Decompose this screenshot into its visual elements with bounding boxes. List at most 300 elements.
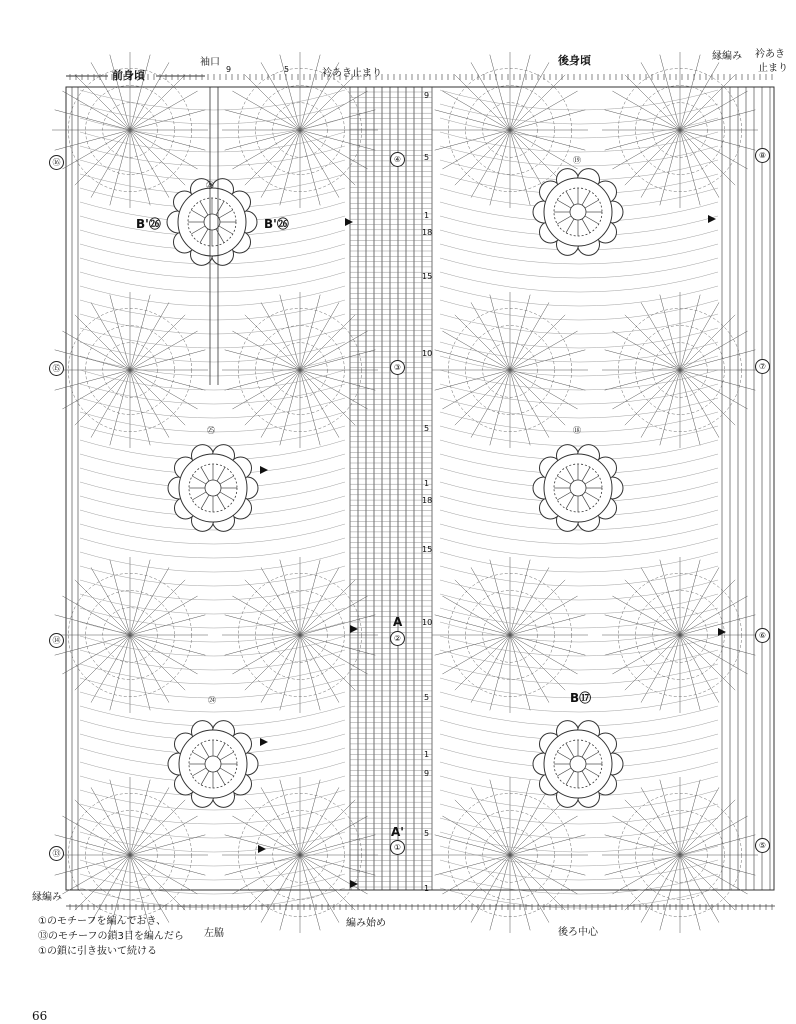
lace-fan-ray — [612, 331, 680, 370]
lace-fan-ray — [245, 75, 300, 130]
lace-fan-ray — [62, 596, 130, 635]
lace-fan-ray — [471, 370, 510, 438]
back-body-label: 後身頃 — [558, 54, 591, 67]
lace-fan-ray — [300, 130, 355, 185]
lace-fan-ray — [300, 580, 355, 635]
lace-fan-ray — [680, 130, 748, 169]
lace-fan-ray — [75, 75, 130, 130]
lace-fan-ray — [300, 855, 375, 875]
lace-fan-ray — [130, 130, 150, 205]
collar-right-label-1: 衿あき — [755, 49, 785, 60]
lace-fan-ray — [130, 295, 150, 370]
lace-fan-ray — [130, 560, 150, 635]
arch-line — [80, 874, 345, 894]
lace-fan-ray — [660, 295, 680, 370]
lace-fan-ray — [625, 580, 680, 635]
lace-fan-ray — [680, 835, 755, 855]
lace-fan-ray — [435, 855, 510, 875]
lace-fan-ray — [510, 635, 565, 690]
lace-fan-ray — [130, 635, 169, 703]
lace-fan-ray — [300, 835, 375, 855]
lace-fan-ray — [300, 855, 320, 930]
lace-fan-ray — [130, 635, 198, 674]
lace-fan-ray — [245, 315, 300, 370]
center-marker-3: ③ — [390, 360, 405, 375]
right-marker-7: ⑦ — [755, 359, 770, 374]
sleeve-opening-label: 袖口 — [200, 57, 220, 68]
arch-line — [80, 524, 345, 544]
lace-fan-ray — [130, 91, 198, 130]
lace-fan-ray — [300, 130, 375, 150]
lace-fan-ray — [300, 315, 355, 370]
lace-fan-ray — [510, 855, 549, 923]
lace-fan-ray — [612, 816, 680, 855]
left-side-label: 左脇 — [204, 928, 224, 939]
lace-fan-ray — [612, 855, 680, 894]
strip-count: 15 — [422, 545, 433, 554]
lace-fan-ray — [300, 350, 375, 370]
arch-line — [440, 608, 718, 628]
lace-fan-ray — [641, 302, 680, 370]
lace-fan-ray — [490, 635, 510, 710]
lace-fan-ray — [91, 787, 130, 855]
arch-line — [440, 286, 718, 306]
arch-line — [80, 804, 345, 824]
lace-fan-ray — [510, 370, 530, 445]
strip-count: 1 — [424, 479, 430, 488]
lace-fan-ray — [605, 370, 680, 390]
lace-fan-ray — [62, 130, 130, 169]
lace-fan-ray — [680, 635, 719, 703]
lace-fan-ray — [680, 91, 748, 130]
arch-line — [80, 860, 345, 880]
lace-fan-ray — [130, 855, 185, 910]
lace-fan-ray — [75, 580, 130, 635]
lace-fan-ray — [110, 370, 130, 445]
lace-fan-ray — [680, 130, 700, 205]
lace-fan-ray — [130, 615, 205, 635]
lace-fan-ray — [300, 855, 355, 910]
lace-fan-ray — [130, 370, 150, 445]
strip-count: 1 — [424, 750, 430, 759]
lace-fan-ray — [605, 855, 680, 875]
lace-fan-ray — [130, 302, 169, 370]
lace-fan-ray — [471, 567, 510, 635]
lace-fan-ray — [232, 596, 300, 635]
lace-fan-ray — [641, 567, 680, 635]
lace-fan-ray — [612, 130, 680, 169]
arch-line — [440, 370, 718, 390]
lace-fan-ray — [455, 315, 510, 370]
lace-fan-ray — [300, 800, 355, 855]
lace-fan-ray — [490, 560, 510, 635]
lace-fan-ray — [300, 855, 339, 923]
lace-fan-ray — [442, 91, 510, 130]
lace-fan-ray — [680, 370, 735, 425]
lace-fan-ray — [300, 560, 320, 635]
lace-fan-ray — [680, 295, 700, 370]
row-marker-15: ⑮ — [49, 361, 64, 376]
lace-fan-ray — [510, 635, 585, 655]
right-marker-8: ⑧ — [755, 148, 770, 163]
edge-label-top: 縁編み — [712, 51, 742, 62]
arch-line — [80, 342, 345, 362]
arch-line — [440, 272, 718, 292]
start-label: 編み始め — [346, 918, 386, 929]
back-center-label: 後ろ中心 — [558, 927, 598, 938]
lace-fan-ray — [435, 615, 510, 635]
lace-fan-ray — [612, 370, 680, 409]
lace-fan-ray — [680, 635, 735, 690]
arch-line — [440, 538, 718, 558]
lace-fan-ray — [680, 635, 748, 674]
lace-fan-ray — [455, 800, 510, 855]
lace-fan-ray — [110, 295, 130, 370]
lace-fan-ray — [280, 560, 300, 635]
lace-fan-ray — [300, 75, 355, 130]
lace-fan-ray — [91, 370, 130, 438]
lace-fan-ray — [280, 855, 300, 930]
lace-fan-ray — [442, 855, 510, 894]
lace-fan-ray — [510, 295, 530, 370]
lace-fan-ray — [680, 855, 700, 930]
lace-fan-ray — [605, 350, 680, 370]
lace-fan-ray — [130, 130, 185, 185]
lace-fan-ray — [130, 855, 169, 923]
lace-fan-ray — [62, 855, 130, 894]
lace-fan-ray — [680, 75, 735, 130]
arch-line — [80, 538, 345, 558]
lace-fan-ray — [471, 302, 510, 370]
lace-fan-ray — [130, 130, 169, 198]
arch-line — [80, 90, 345, 110]
arch-line — [440, 342, 718, 362]
lace-fan-ray — [75, 370, 130, 425]
lace-fan-ray — [75, 855, 130, 910]
lace-fan-ray — [510, 130, 530, 205]
lace-fan-ray — [680, 55, 700, 130]
motif-label-24: ㉔ — [208, 696, 216, 705]
lace-fan-ray — [471, 787, 510, 855]
lace-fan-ray — [225, 635, 300, 655]
lace-fan-ray — [130, 635, 205, 655]
lace-fan-ray — [130, 596, 198, 635]
lace-fan-ray — [130, 370, 205, 390]
strip-count: 5 — [424, 424, 430, 433]
lace-fan-ray — [300, 370, 320, 445]
lace-fan-ray — [245, 370, 300, 425]
arch-line — [440, 552, 718, 572]
lace-fan-ray — [510, 635, 530, 710]
arch-line — [80, 664, 345, 684]
lace-fan-ray — [680, 110, 755, 130]
lace-fan-ray — [680, 615, 755, 635]
lace-fan-ray — [300, 302, 339, 370]
lace-fan-ray — [490, 370, 510, 445]
instruction-note-3: ①の鎖に引き抜いて続ける — [38, 946, 157, 957]
lace-fan-ray — [510, 855, 565, 910]
arch-line — [440, 706, 718, 726]
lace-fan-ray — [300, 787, 339, 855]
lace-fan-ray — [225, 350, 300, 370]
lace-fan-ray — [261, 62, 300, 130]
arch-line — [80, 286, 345, 306]
lace-fan-ray — [280, 370, 300, 445]
lace-fan-ray — [680, 350, 755, 370]
lace-fan-ray — [130, 635, 185, 690]
lace-fan-ray — [455, 580, 510, 635]
lace-fan-ray — [680, 370, 748, 409]
lace-fan-ray — [91, 855, 130, 923]
lace-fan-ray — [130, 75, 185, 130]
arch-line — [80, 398, 345, 418]
lace-fan-ray — [680, 62, 719, 130]
lace-fan-ray — [130, 55, 150, 130]
top-count-9: 9 — [226, 65, 232, 74]
lace-fan-ray — [300, 331, 368, 370]
strip-count: 1 — [424, 884, 430, 893]
strip-count: 1 — [424, 211, 430, 220]
lace-fan-ray — [490, 130, 510, 205]
strip-count: 10 — [422, 349, 433, 358]
lace-fan-ray — [62, 91, 130, 130]
lace-fan-ray — [680, 580, 735, 635]
lace-fan-ray — [130, 130, 205, 150]
strip-count: 15 — [422, 272, 433, 281]
lace-fan-ray — [300, 635, 339, 703]
lace-fan-ray — [442, 370, 510, 409]
arch-line — [440, 258, 718, 278]
lace-fan-ray — [660, 560, 680, 635]
lace-fan-ray — [232, 855, 300, 894]
strip-count: 5 — [424, 693, 430, 702]
lace-fan-ray — [300, 91, 368, 130]
lace-fan-ray — [625, 370, 680, 425]
lace-fan-ray — [680, 315, 735, 370]
lace-fan-ray — [232, 91, 300, 130]
row-marker-13: ⑬ — [49, 846, 64, 861]
front-body-label: 前身頃 — [112, 69, 145, 82]
instruction-note-2: ⑬のモチーフの鎖3目を編んだら — [38, 931, 184, 942]
lace-fan-ray — [300, 370, 368, 409]
lace-fan-ray — [510, 110, 585, 130]
b-prime-label-left: B'㉖ — [136, 217, 161, 231]
instruction-note-1: ①のモチーフを編んでおき、 — [38, 916, 167, 927]
lace-fan-ray — [300, 855, 368, 894]
motif-label-18: ⑱ — [573, 426, 581, 435]
page-number: 66 — [32, 1009, 48, 1023]
lace-fan-ray — [435, 835, 510, 855]
lace-fan-ray — [510, 130, 585, 150]
arch-line — [440, 300, 718, 320]
lace-fan-ray — [510, 596, 578, 635]
direction-marker — [258, 845, 266, 853]
lace-fan-ray — [62, 370, 130, 409]
lace-fan-ray — [225, 835, 300, 855]
lace-fan-ray — [435, 110, 510, 130]
lace-fan-ray — [280, 130, 300, 205]
lace-fan-ray — [435, 350, 510, 370]
center-marker-1: ① — [390, 840, 405, 855]
lace-fan-ray — [245, 635, 300, 690]
lace-fan-ray — [261, 130, 300, 198]
lace-fan-ray — [225, 855, 300, 875]
lace-fan-ray — [625, 75, 680, 130]
lace-fan-ray — [510, 567, 549, 635]
lace-fan-ray — [300, 780, 320, 855]
arch-line — [440, 594, 718, 614]
lace-fan-ray — [130, 800, 185, 855]
direction-marker — [708, 215, 716, 223]
lace-fan-ray — [510, 370, 549, 438]
lace-fan-ray — [660, 855, 680, 930]
lace-fan-ray — [91, 567, 130, 635]
lace-fan-ray — [455, 635, 510, 690]
lace-fan-ray — [510, 350, 585, 370]
strip-count: 18 — [422, 496, 433, 505]
lace-fan-ray — [232, 331, 300, 370]
lace-fan-ray — [300, 130, 339, 198]
arch-line — [80, 300, 345, 320]
lace-fan-ray — [75, 315, 130, 370]
lace-fan-ray — [435, 635, 510, 655]
lace-fan-ray — [510, 855, 530, 930]
arch-line — [440, 818, 718, 838]
arch-line — [80, 272, 345, 292]
lace-fan-ray — [660, 55, 680, 130]
lace-fan-ray — [680, 370, 700, 445]
lace-fan-ray — [641, 855, 680, 923]
row-marker-14: ⑭ — [49, 633, 64, 648]
arch-line — [440, 328, 718, 348]
lace-fan-ray — [455, 130, 510, 185]
lace-fan-ray — [300, 615, 375, 635]
lace-fan-ray — [680, 855, 735, 910]
arch-line — [440, 566, 718, 586]
lace-fan-ray — [245, 855, 300, 910]
arch-line — [440, 104, 718, 124]
arch-line — [80, 160, 345, 180]
direction-marker — [260, 466, 268, 474]
lace-fan-ray — [510, 780, 530, 855]
strip-count: 5 — [424, 829, 430, 838]
lace-fan-ray — [605, 130, 680, 150]
lace-fan-ray — [510, 370, 585, 390]
lace-fan-ray — [245, 130, 300, 185]
lace-fan-ray — [680, 816, 748, 855]
lace-fan-ray — [490, 295, 510, 370]
arch-line — [440, 874, 718, 894]
arch-line — [440, 398, 718, 418]
lace-fan-ray — [660, 130, 680, 205]
arch-line — [440, 132, 718, 152]
lace-fan-ray — [130, 315, 185, 370]
lace-fan-ray — [261, 370, 300, 438]
lace-fan-ray — [510, 855, 578, 894]
motif-label-25: ㉕ — [207, 426, 215, 435]
lace-fan-ray — [130, 567, 169, 635]
b-prime-label-right: B'㉖ — [264, 217, 289, 231]
arch-line — [440, 664, 718, 684]
lace-fan-ray — [130, 635, 150, 710]
lace-fan-ray — [680, 787, 719, 855]
lace-fan-ray — [680, 855, 755, 875]
lace-fan-ray — [75, 635, 130, 690]
lace-fan-ray — [510, 331, 578, 370]
lace-fan-ray — [471, 130, 510, 198]
lace-fan-ray — [455, 75, 510, 130]
lace-fan-ray — [261, 635, 300, 703]
lace-fan-ray — [510, 130, 578, 169]
arch-line — [80, 258, 345, 278]
motif-label-26: ㉖ — [206, 181, 214, 190]
lace-fan-ray — [130, 855, 198, 894]
b-label-17: B⑰ — [570, 691, 592, 705]
arch-line — [80, 384, 345, 404]
lace-fan-ray — [300, 635, 320, 710]
lace-fan-ray — [680, 560, 700, 635]
arch-line — [440, 524, 718, 544]
lace-fan-ray — [435, 370, 510, 390]
lace-fan-ray — [680, 567, 719, 635]
lace-fan-ray — [232, 130, 300, 169]
arch-line — [80, 566, 345, 586]
strip-count: 10 — [422, 618, 433, 627]
center-marker-2: ② — [390, 631, 405, 646]
right-marker-6: ⑥ — [755, 628, 770, 643]
row-marker-16: ⑯ — [49, 155, 64, 170]
lace-fan-ray — [510, 370, 565, 425]
lace-fan-ray — [641, 62, 680, 130]
lace-fan-ray — [110, 560, 130, 635]
lace-fan-ray — [280, 635, 300, 710]
lace-fan-ray — [510, 75, 565, 130]
lace-fan-ray — [130, 110, 205, 130]
lace-fan-ray — [510, 816, 578, 855]
arch-line — [80, 888, 345, 908]
strip-count: 9 — [424, 769, 430, 778]
lace-fan-ray — [510, 615, 585, 635]
lace-fan-ray — [225, 130, 300, 150]
lace-fan-ray — [612, 596, 680, 635]
lace-fan-ray — [471, 62, 510, 130]
lace-fan-ray — [641, 635, 680, 703]
label-a: A — [393, 615, 403, 629]
lace-fan-ray — [225, 110, 300, 130]
lace-fan-ray — [300, 55, 320, 130]
lace-fan-ray — [245, 580, 300, 635]
lace-fan-ray — [110, 130, 130, 205]
right-marker-5: ⑤ — [755, 838, 770, 853]
arch-line — [440, 580, 718, 600]
lace-fan-ray — [680, 635, 755, 655]
strip-count: 5 — [424, 153, 430, 162]
lace-fan-ray — [110, 55, 130, 130]
arch-line — [440, 650, 718, 670]
collar-stop-label: 衿あき止まり — [322, 68, 382, 79]
arch-line — [80, 678, 345, 698]
lace-fan-ray — [232, 816, 300, 855]
direction-marker — [260, 738, 268, 746]
lace-fan-ray — [130, 331, 198, 370]
edge-label-bottom: 縁編み — [32, 892, 62, 903]
lace-fan-ray — [510, 55, 530, 130]
lace-fan-ray — [490, 855, 510, 930]
lace-fan-ray — [510, 315, 565, 370]
arch-line — [80, 706, 345, 726]
lace-fan-ray — [680, 331, 748, 370]
strip-count: 9 — [424, 91, 430, 100]
